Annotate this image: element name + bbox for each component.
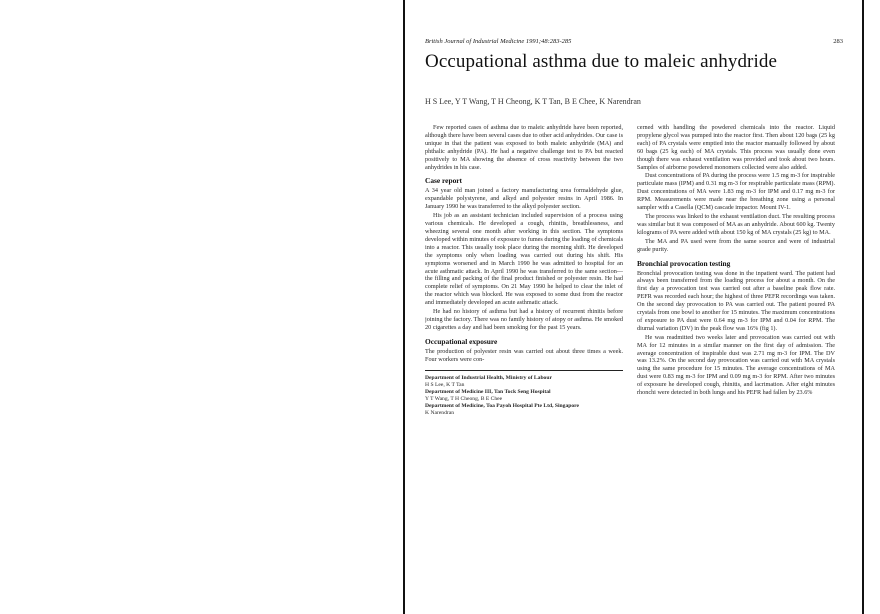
page-number: 283 <box>833 38 843 45</box>
scan-right-edge <box>862 0 864 614</box>
paragraph: A 34 year old man joined a factory manufacturing urea formaldehyde glue, expandable polystyrene, and alkyd and polyester resins in April 1986. In January 1990 he was transferred to the alkyd polyester section. <box>425 187 623 211</box>
affiliation-authors: H S Lee, K T Tan <box>425 381 465 388</box>
right-column <box>637 124 835 614</box>
section-heading-bronchial-provocation: Bronchial provocation testing <box>637 258 731 268</box>
running-head-citation: British Journal of Industrial Medicine 1991;48:283-285 <box>425 38 572 45</box>
author-list: H S Lee, Y T Wang, T H Cheong, K T Tan, B E Chee, K Narendran <box>425 97 641 106</box>
affiliation-department: Department of Industrial Health, Ministry of Labour <box>425 374 552 381</box>
abstract: Few reported cases of asthma due to maleic anhydride have been reported, although there have been several cases due to other acid anhydrides. Our case is unique in that the patient was exposed to both maleic anhydride (MA) and phthalic anhydride (PA). He had a negative challenge test to PA but reacted positively to MA showing the absence of cross reactivity between the two anhydrides in his case. <box>425 124 623 171</box>
paragraph: The process was linked to the exhaust ventilation duct. The resulting process was similar but it was composed of MA as an anhydride. About 600 kg. Twenty kilograms of PA were added with about 150 kg of MA crystals (25 kg) to MA. <box>637 212 835 236</box>
paragraph: Dust concentrations of PA during the process were 1.5 mg m-3 for inspirable particulate mass (IPM) and 0.31 mg m-3 for respirable particulate mass (RPM). Dust concentrations of MA were 1.83 mg m-3 for IPM and 0.17 mg m-3 for RPM. Measurements were made near the breathing zone using a personal sampler with a Casella (QCM) cascade impactor. Mount IV-1. <box>637 172 835 212</box>
affiliation-authors: K Narendran <box>425 409 455 416</box>
scan-left-edge <box>403 0 405 614</box>
paragraph: The MA and PA used were from the same source and were of industrial grade purity. <box>637 237 835 253</box>
section-heading-case-report: Case report <box>425 176 463 186</box>
journal-page <box>425 30 843 614</box>
affiliation-authors: Y T Wang, T H Cheong, B E Chee <box>425 395 503 402</box>
affiliations <box>425 370 623 417</box>
affiliation-department: Department of Medicine, Toa Payoh Hospital Pte Ltd, Singapore <box>425 402 580 409</box>
section-heading-occupational-exposure: Occupational exposure <box>425 336 498 346</box>
affiliation-department: Department of Medicine III, Tan Tock Seng Hospital <box>425 388 551 395</box>
paragraph: The production of polyester resin was carried out about three times a week. Four workers were con- <box>425 347 623 363</box>
paragraph: cerned with handling the powdered chemicals into the reactor. Liquid propylene glycol was pumped into the reactor first. Then about 120 bags (25 kg each) of PA crystals were emptied into the reactor manually followed by about 60 bags (25 kg each) of MA crystals. This process was usually done even though there was exhaust ventilation was provided and took about two hours. Samples of airborne powdered monomers collected were also added. <box>637 124 835 171</box>
paragraph: He had no history of asthma but had a history of recurrent rhinitis before joining the factory. There was no family history of atopy or asthma. He smoked 20 cigarettes a day and had been smoking for the past 15 years. <box>425 308 623 331</box>
paragraph: He was readmitted two weeks later and provocation was carried out with MA for 12 minutes in a similar manner on the first day of admission. The average concentration of inspirable dust was 2.71 mg m-3 for IPM. The DV was 13.2%. On the second day provocation was carried out with MA crystals using the same procedure for 15 minutes. The average concentrations of MA dust were 0.83 mg m-3 for IPM and 0.09 mg m-3 for RPM. After two minutes of exposure he developed cough, rhinitis, and lacrimation. After eight minutes rhonchi were detected in both lungs and his PEFR had fallen by 23.6% <box>637 333 835 397</box>
paragraph: Bronchial provocation testing was done in the inpatient ward. The patient had always been transferred from the loading process for about a month. On the first day a provocation test was carried out after a baseline peak flow rate. PEFR was recorded each hour; the highest of three PEFR recordings was taken. On the second day provocation to PA was carried out. The patient poured PA crystals from one bowl to another for 15 minutes. The maximum concentrations of exposure to PA dust were 0.64 mg m-3 for IPM and 0.04 for RPM. The diurnal variation (DV) in the peak flow was 16% (fig 1). <box>637 269 835 332</box>
paragraph: His job as an assistant technician included supervision of a process using various chemicals. He developed a cough, rhinitis, breathlessness, and wheezing several one month after working in this section. The symptoms developed within minutes of exposure to fumes during the loading of chemicals into a reactor. This usually took place during the morning shift. He developed the symptoms only when loading was carried out during his shift. His symptoms worsened and in March 1990 he was admitted to hospital for an acute asthmatic attack. In April 1990 he was transferred to the same section—the filling and packing of the final product finished or polyester resin. He had complete relief of symptoms. On 21 May 1990 he helped to clear the inlet of the reactor which was blocked. He was exposed to some dust from the reactor and immediately developed an acute asthmatic attack. <box>425 212 623 307</box>
running-header <box>425 38 843 50</box>
article-title: Occupational asthma due to maleic anhydride <box>425 51 777 72</box>
left-column <box>425 124 623 614</box>
